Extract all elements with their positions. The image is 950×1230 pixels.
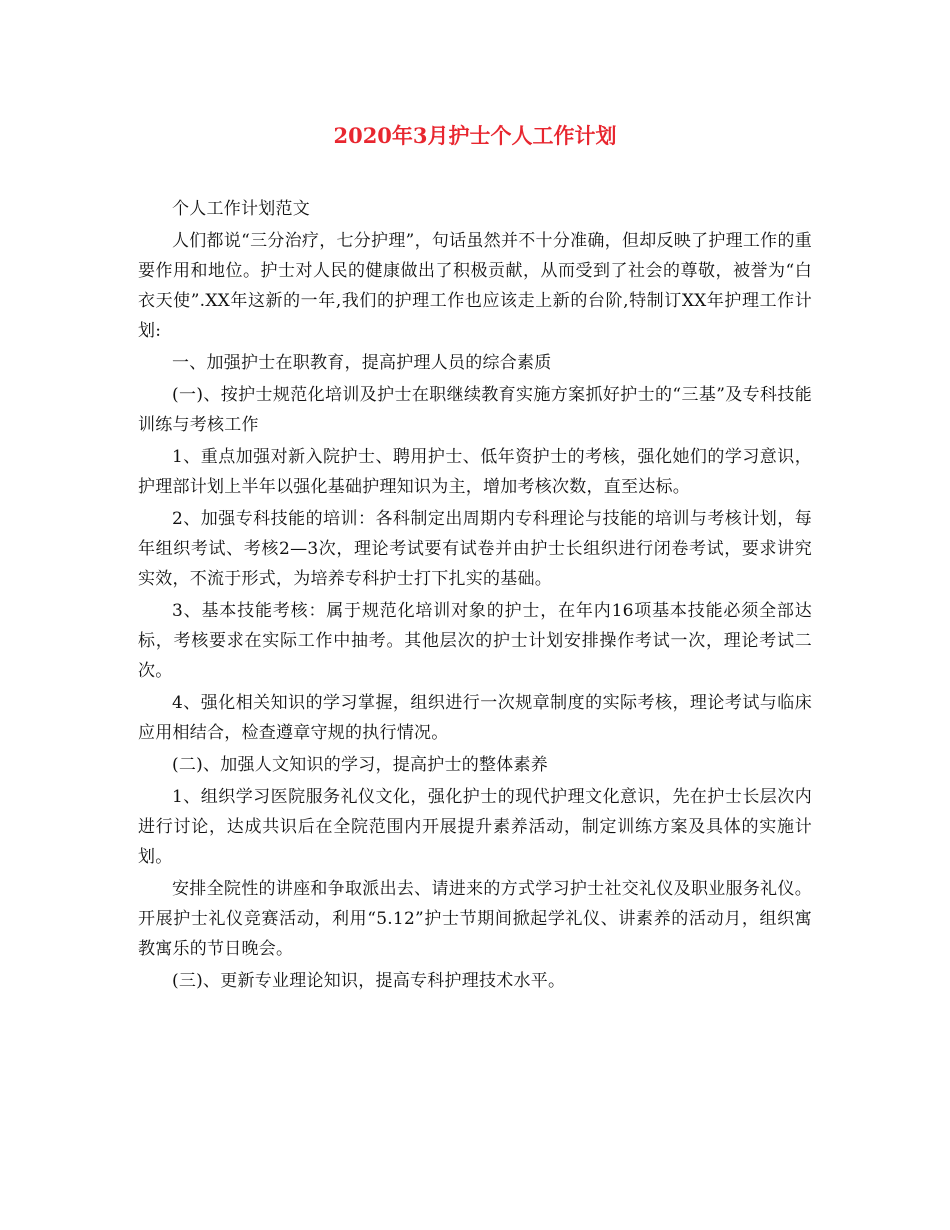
subsection-heading: (一)、按护士规范化培训及护士在职继续教育实施方案抓好护士的“三基”及专科技能训练与考核工作	[138, 385, 812, 435]
subsection-heading: (三)、更新专业理论知识，提高专科护理技术水平。	[172, 971, 566, 991]
section-heading: 一、加强护士在职教育，提高护理人员的综合素质	[172, 353, 552, 373]
document-body	[138, 194, 812, 998]
paragraph: 3、基本技能考核：属于规范化培训对象的护士，在年内16项基本技能必须全部达标，考核要求在实际工作中抽考。其他层次的护士计划安排操作考试一次，理论考试二次。	[138, 601, 812, 681]
paragraph: 4、强化相关知识的学习掌握，组织进行一次规章制度的实际考核，理论考试与临床应用相结合，检查遵章守规的执行情况。	[138, 693, 812, 743]
paragraph: 人们都说“三分治疗，七分护理”，句话虽然并不十分准确，但却反映了护理工作的重要作用和地位。护士对人民的健康做出了积极贡献，从而受到了社会的尊敬，被誉为“白衣天使”.XX年这新的一年,我们的护理工作也应该走上新的台阶,特制订XX年护理工作计划:	[138, 231, 812, 341]
paragraph: 1、组织学习医院服务礼仪文化，强化护士的现代护理文化意识，先在护士长层次内进行讨论，达成共识后在全院范围内开展提升素养活动，制定训练方案及具体的实施计划。	[138, 787, 812, 867]
paragraph-heading: 个人工作计划范文	[172, 199, 310, 219]
document-title: 2020年3月护士个人工作计划	[333, 123, 617, 148]
paragraph: 1、重点加强对新入院护士、聘用护士、低年资护士的考核，强化她们的学习意识，护理部计划上半年以强化基础护理知识为主，增加考核次数，直至达标。	[138, 447, 812, 497]
paragraph: 2、加强专科技能的培训：各科制定出周期内专科理论与技能的培训与考核计划，每年组织考试、考核2—3次，理论考试要有试卷并由护士长组织进行闭卷考试，要求讲究实效，不流于形式，为培养专科护士打下扎实的基础。	[138, 509, 812, 589]
subsection-heading: (二)、加强人文知识的学习，提高护士的整体素养	[172, 755, 549, 775]
paragraph: 安排全院性的讲座和争取派出去、请进来的方式学习护士社交礼仪及职业服务礼仪。开展护士礼仪竞赛活动，利用“5.12”护士节期间掀起学礼仪、讲素养的活动月，组织寓教寓乐的节日晚会。	[138, 879, 812, 959]
